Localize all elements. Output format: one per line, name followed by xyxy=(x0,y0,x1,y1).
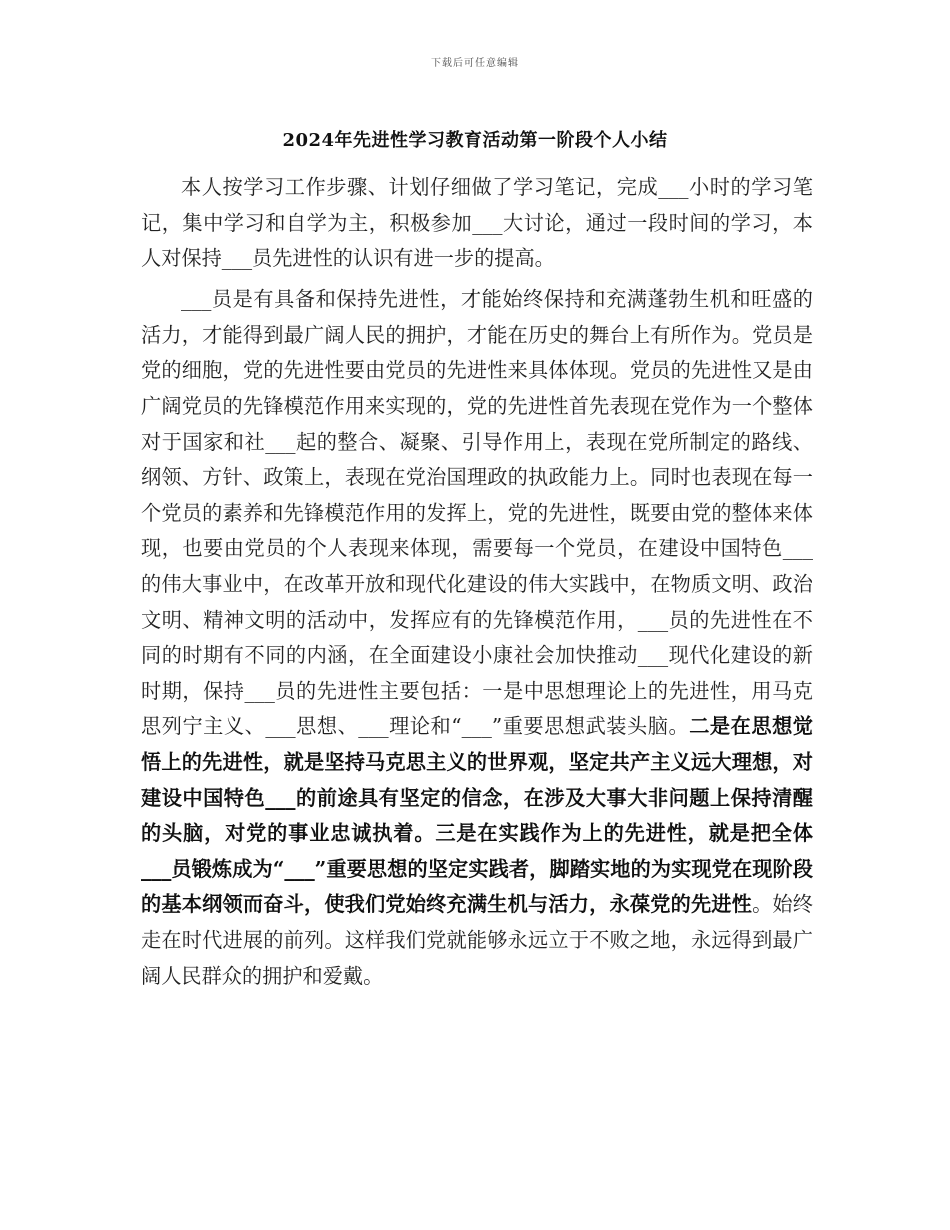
paragraph-2-text-normal: ___员是有具备和保持先进性，才能始终保持和充满蓬勃生机和旺盛的活力，才能得到最广阔人民的拥护，才能在历史的舞台上有所作为。党员是党的细胞，党的先进性要由党员的先进性来具体体现。党员的先进性又是由广阔党员的先锋模范作用来实现的，党的先进性首先表现在党作为一个整体对于国家和社___起的整合、凝聚、引导作用上，表现在党所制定的路线、纲领、方针、政策上，表现在党治国理政的执政能力上。同时也表现在每一个党员的素养和先锋模范作用的发挥上，党的先进性，既要由党的整体来体现，也要由党员的个人表现来体现，需要每一个党员，在建设中国特色___的伟大事业中，在改革开放和现代化建设的伟大实践中，在物质文明、政治文明、精神文明的活动中，发挥应有的先锋模范作用，___员的先进性在不同的时期有不同的内涵，在全面建设小康社会加快推动___现代化建设的新时期，保持___员的先进性主要包括：一是中思想理论上的先进性，用马克思列宁主义、___思想、___理论和“___”重要思想武装头脑。 xyxy=(141,287,813,739)
document-body xyxy=(141,170,813,1000)
paragraph-2-text-ending: 。始终走在时代进展的前列。这样我们党就能够永远立于不败之地，永远得到最广阔人民群众的拥护和爱戴。 xyxy=(141,892,813,988)
paragraph-1 xyxy=(141,170,813,277)
paragraph-1-text: 本人按学习工作步骤、计划仔细做了学习笔记，完成___小时的学习笔记，集中学习和自学为主，积极参加___大讨论，通过一段时间的学习，本人对保持___员先进性的认识有进一步的提高。 xyxy=(141,175,813,271)
paragraph-2 xyxy=(141,282,813,994)
paragraph-2-text-bold: 二是在思想觉悟上的先进性，就是坚持马克思主义的世界观，坚定共产主义远大理想，对建设中国特色___的前途具有坚定的信念，在涉及大事大非问题上保持清醒的头脑，对党的事业忠诚执着。三是在实践作为上的先进性，就是把全体___员锻炼成为“___”重要思想的坚定实践者，脚踏实地的为实现党在现阶段的基本纲领而奋斗，使我们党始终充满生机与活力，永葆党的先进性 xyxy=(141,714,813,917)
document-title: 2024年先进性学习教育活动第一阶段个人小结 xyxy=(282,130,668,151)
header-note: 下载后可任意编辑 xyxy=(431,58,519,69)
